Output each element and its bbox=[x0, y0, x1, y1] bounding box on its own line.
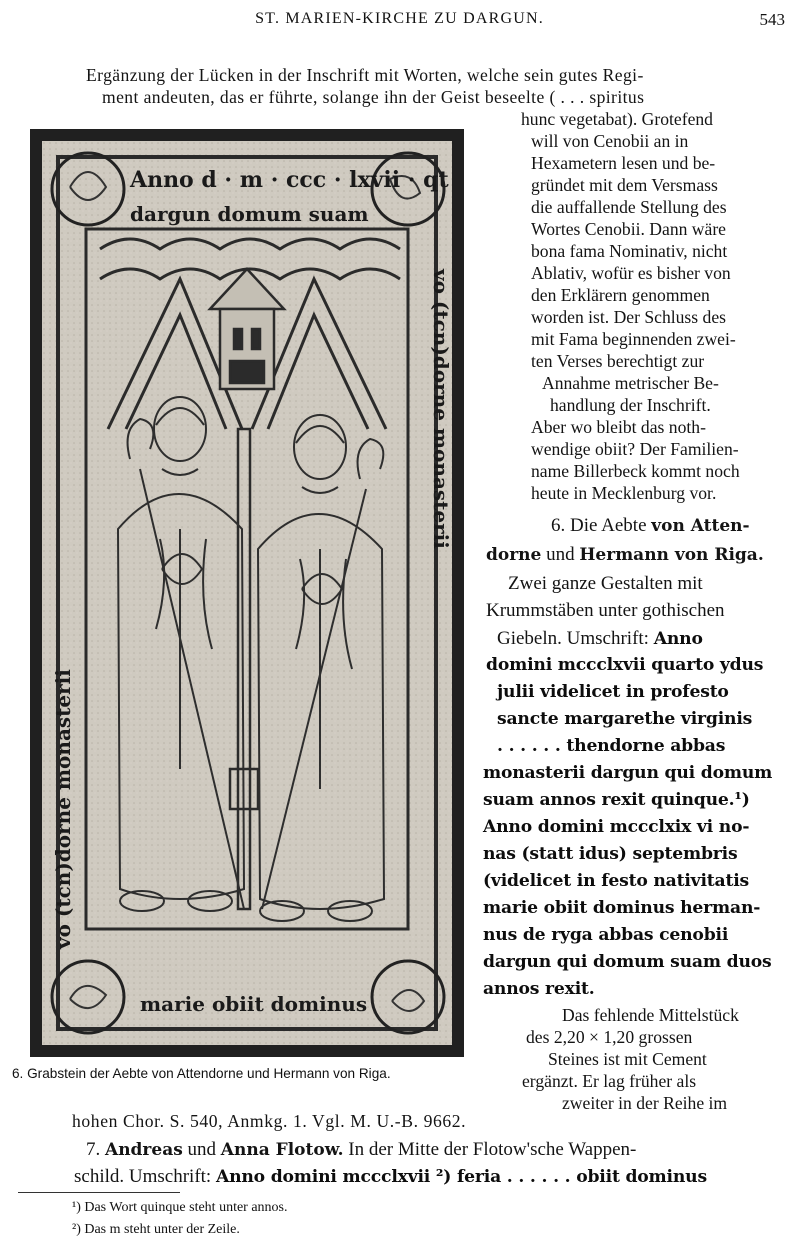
body-line: Das fehlende Mittelstück bbox=[562, 1005, 739, 1025]
body-line: hunc vegetabat). Grotefend bbox=[521, 109, 713, 129]
running-title: ST. MARIEN-KIRCHE ZU DARGUN. bbox=[255, 10, 544, 27]
section-7-heading: 7. Andreas und Anna Flotow. In der Mitte der Flotow'sche Wappen- bbox=[86, 1139, 637, 1160]
inscription-left: vo (tcn)dorne monasterii bbox=[51, 669, 75, 949]
figure-caption: 6. Grabstein der Aebte von Attendorne und Hermann von Riga. bbox=[12, 1066, 391, 1081]
inscription-line: . . . . . . thendorne abbas bbox=[497, 736, 726, 756]
body-line: gründet mit dem Versmass bbox=[531, 175, 718, 195]
body-line: wendige obiit? Der Familien- bbox=[531, 439, 739, 459]
inscription-top: Anno d · m · ccc · lxvii · qt bbox=[130, 167, 449, 193]
body-line: Annahme metrischer Be- bbox=[542, 373, 719, 393]
body-line: mit Fama beginnenden zwei- bbox=[531, 329, 736, 349]
body-line: Ablativ, wofür es bisher von bbox=[531, 263, 731, 283]
body-line: handlung der Inschrift. bbox=[550, 395, 711, 415]
inscription-line: suam annos rexit quinque.¹) bbox=[483, 790, 750, 810]
body-line: ment andeuten, das er führte, solange ihn der Geist beseelte ( . . . spiritus bbox=[102, 87, 645, 107]
body-line: zweiter in der Reihe im bbox=[562, 1093, 728, 1113]
body-line: hohen Chor. S. 540, Anmkg. 1. Vgl. M. U.-B. 9662. bbox=[72, 1111, 467, 1131]
tombstone-figure bbox=[30, 129, 464, 1057]
body-line: Wortes Cenobii. Dann wäre bbox=[531, 219, 726, 239]
footnote-rule bbox=[18, 1192, 180, 1193]
body-line: heute in Mecklenburg vor. bbox=[531, 483, 717, 503]
inscription-bottom: marie obiit dominus bbox=[140, 992, 368, 1016]
body-line: Aber wo bleibt das noth- bbox=[531, 417, 706, 437]
inscription-right: vo (tcn)dorne monasterii bbox=[429, 269, 453, 549]
tombstone-engraving bbox=[30, 129, 464, 1057]
section-6-heading-2: dorne und Hermann von Riga. bbox=[486, 544, 764, 565]
inscription-line: julii videlicet in profesto bbox=[497, 682, 729, 702]
running-header bbox=[0, 10, 799, 34]
footnote-2: ²) Das m steht unter der Zeile. bbox=[72, 1222, 240, 1237]
inscription-line: nas (statt idus) septembris bbox=[483, 844, 738, 864]
body-line: Giebeln. Umschrift: Anno bbox=[497, 628, 703, 649]
footnote-1: ¹) Das Wort quinque steht unter annos. bbox=[72, 1200, 288, 1215]
body-line: die auffallende Stellung des bbox=[531, 197, 727, 217]
section-6-heading: 6. Die Aebte von Atten- bbox=[551, 515, 750, 536]
body-line: will von Cenobii an in bbox=[531, 131, 689, 151]
body-line: des 2,20 × 1,20 grossen bbox=[526, 1027, 693, 1047]
body-line: worden ist. Der Schluss des bbox=[531, 307, 726, 327]
body-line: den Erklärern genommen bbox=[531, 285, 710, 305]
body-line: Steines ist mit Cement bbox=[548, 1049, 707, 1069]
inscription-line: domini mccclxvii quarto ydus bbox=[486, 655, 764, 675]
body-line: Zwei ganze Gestalten mit bbox=[508, 573, 703, 594]
body-line: ergänzt. Er lag früher als bbox=[522, 1071, 697, 1091]
inscription-line: annos rexit. bbox=[483, 979, 595, 999]
page-number: 543 bbox=[759, 10, 785, 29]
inscription-line: (videlicet in festo nativitatis bbox=[483, 871, 750, 891]
inscription-line: marie obiit dominus herman- bbox=[483, 898, 761, 918]
section-7-line-2: schild. Umschrift: Anno domini mccclxvii ²) feria . . . . . . obiit dominus bbox=[74, 1166, 707, 1187]
body-line: bona fama Nominativ, nicht bbox=[531, 241, 728, 261]
body-line: ten Verses berechtigt zur bbox=[531, 351, 705, 371]
body-line: Ergänzung der Lücken in der Inschrift mit Worten, welche sein gutes Regi- bbox=[86, 65, 644, 85]
inscription-line: monasterii dargun qui domum bbox=[483, 763, 773, 783]
inscription-line: Anno domini mccclxix vi no- bbox=[483, 817, 750, 837]
body-line: Krummstäben unter gothischen bbox=[486, 600, 725, 621]
inscription-line: dargun qui domum suam duos bbox=[483, 952, 772, 972]
inscription-line: sancte margarethe virginis bbox=[497, 709, 753, 729]
inscription-top-2: dargun domum suam bbox=[130, 202, 369, 226]
body-line: Hexametern lesen und be- bbox=[531, 153, 716, 173]
body-line: name Billerbeck kommt noch bbox=[531, 461, 740, 481]
inscription-line: nus de ryga abbas cenobii bbox=[483, 925, 729, 945]
